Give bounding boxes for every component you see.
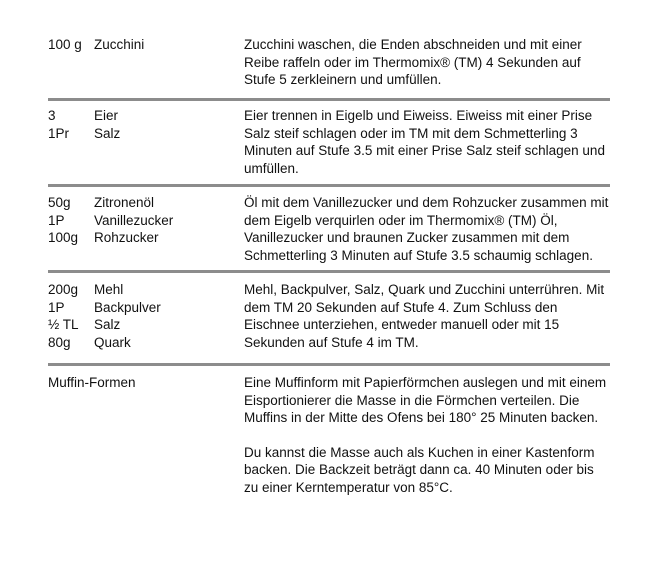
ingredient-row (48, 212, 244, 230)
ingredient-quantity: 3 (48, 108, 56, 123)
ingredient-row (48, 299, 244, 317)
ingredient-name: Zucchini (94, 37, 145, 52)
recipe-step-zucchini (48, 36, 610, 98)
ingredient-quantity: 1Pr (48, 125, 70, 141)
instruction-text (244, 281, 610, 363)
recipe-step-flour (48, 270, 610, 363)
ingredient-row (48, 229, 244, 247)
ingredient-name: Zitronenöl (94, 195, 155, 210)
ingredient-name: Backpulver (94, 299, 161, 315)
ingredient-row (48, 316, 244, 334)
ingredient-name: Salz (94, 125, 121, 141)
instruction-paragraph: Eine Muffinform mit Papierförmchen auslegen und mit einem Eisportionierer die Masse in die Förmchen verteilen. Die Muffins in der Mitte des Ofens bei 180° 25 Minuten backen. (244, 375, 607, 425)
recipe-step-eggs (48, 98, 610, 184)
ingredient-row (48, 281, 244, 299)
ingredient-quantity: 80g (48, 334, 71, 350)
instruction-text (244, 36, 610, 98)
instruction-text (244, 107, 610, 184)
ingredient-list (48, 281, 244, 363)
ingredient-quantity: 50g (48, 195, 71, 210)
ingredient-name: Quark (94, 334, 131, 350)
ingredient-list (48, 36, 244, 98)
ingredient-list (48, 194, 244, 270)
ingredient-list (48, 107, 244, 184)
ingredient-quantity: ½ TL (48, 317, 79, 332)
ingredient-list (48, 374, 244, 496)
equipment-label: Muffin-Formen (48, 375, 136, 390)
instruction-paragraph: Du kannst die Masse auch als Kuchen in einer Kastenform backen. Die Backzeit beträgt dann ca. 40 Minuten oder bis zu einer Kerntemperatur von 85°C. (244, 444, 595, 495)
ingredient-name: Rohzucker (94, 230, 159, 245)
recipe-table (48, 36, 610, 496)
instruction-paragraph: Zucchini waschen, die Enden abschneiden und mit einer Reibe raffeln oder im Thermomix® (TM) 4 Sekunden auf Stufe 5 zerkleinern und umfüllen. (244, 37, 582, 87)
ingredient-quantity: 100 g (48, 37, 82, 52)
ingredient-row (48, 36, 244, 54)
ingredient-name: Vanillezucker (94, 212, 174, 228)
ingredient-row (48, 125, 244, 143)
ingredient-quantity: 200g (48, 282, 79, 297)
ingredient-name: Mehl (94, 282, 124, 297)
ingredient-quantity: 100g (48, 230, 79, 245)
ingredient-name: Salz (94, 317, 121, 332)
ingredient-row (48, 194, 244, 212)
recipe-step-oil-sugar (48, 184, 610, 270)
ingredient-row (48, 334, 244, 352)
ingredient-name: Eier (94, 108, 119, 123)
instruction-paragraph: Eier trennen in Eigelb und Eiweiss. Eiweiss mit einer Prise Salz steif schlagen oder im TM mit dem Schmetterling 3 Minuten auf Stufe 3.5 mit einer Prise Salz steif schlagen und umfüllen. (244, 108, 605, 176)
recipe-step-baking (48, 363, 610, 496)
ingredient-row (48, 107, 244, 125)
ingredient-quantity: 1P (48, 212, 65, 228)
instruction-paragraph: Öl mit dem Vanillezucker und dem Rohzucker zusammen mit dem Eigelb verquirlen oder im Thermomix® (TM) Öl, Vanillezucker und braunen Zucker zusammen mit dem Schmetterling 3 Minuten auf Stufe 3.5 schaumig schlagen. (244, 195, 609, 263)
instruction-text (244, 374, 610, 496)
ingredient-quantity: 1P (48, 299, 65, 315)
instruction-paragraph: Mehl, Backpulver, Salz, Quark und Zucchini unterrühren. Mit dem TM 20 Sekunden auf Stufe 4. Zum Schluss den Eischnee unterziehen, entweder manuell oder mit 15 Sekunden auf Stufe 4 im TM. (244, 282, 605, 350)
instruction-text (244, 194, 610, 270)
